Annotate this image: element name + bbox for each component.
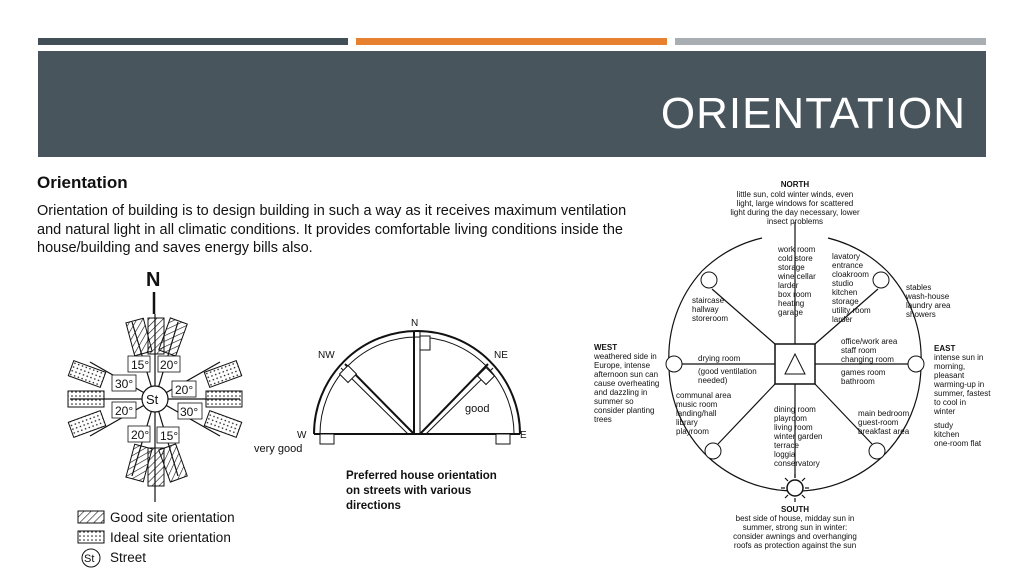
room-e: changing room bbox=[841, 355, 894, 364]
south-text: consider awnings and overhanging bbox=[733, 532, 857, 541]
east-heading: EAST bbox=[934, 344, 956, 353]
room-ne-inner: cloakroom bbox=[832, 270, 869, 279]
north-text: little sun, cold winter winds, even bbox=[736, 190, 854, 199]
room-ne-inner: storage bbox=[832, 297, 859, 306]
west-text: consider planting bbox=[594, 406, 655, 415]
room-nw: hallway bbox=[692, 305, 719, 314]
top-bar-grey bbox=[675, 38, 986, 45]
room-n: work room bbox=[778, 245, 816, 254]
west-text: afternoon sun can bbox=[594, 370, 659, 379]
room-sw: playroom bbox=[676, 427, 709, 436]
west-text: weathered side in bbox=[594, 352, 657, 361]
north-text: insect problems bbox=[766, 217, 824, 226]
north-text: light during the day necessary, lower bbox=[730, 208, 860, 217]
street-orientation-diagram bbox=[50, 262, 260, 572]
angle-label: 30° bbox=[115, 377, 134, 391]
east-text: pleasant bbox=[934, 371, 965, 380]
house-orientation-diagram bbox=[250, 312, 530, 522]
angle-label: 20° bbox=[160, 358, 179, 372]
room-n: box room bbox=[778, 290, 812, 299]
room-ne-inner: utility room bbox=[832, 306, 871, 315]
room-se: guest-room bbox=[858, 418, 899, 427]
body-paragraph: Orientation of building is to design building in such a way as it receives maximum ventilation and natural light in all climatic conditions. It provides comfortable living conditions inside the house/building and saves energy bills also. bbox=[37, 203, 627, 256]
room-n: garage bbox=[778, 308, 803, 317]
room-e: staff room bbox=[841, 346, 877, 355]
room-w: needed) bbox=[698, 376, 728, 385]
ideal-plot bbox=[68, 361, 105, 388]
label-very-good: very good bbox=[254, 443, 303, 455]
room-n: cold store bbox=[778, 254, 813, 263]
north-label: N bbox=[146, 269, 161, 291]
room-nw: staircase bbox=[692, 296, 725, 305]
ideal-plot bbox=[68, 411, 105, 438]
angle-label: 20° bbox=[131, 428, 150, 442]
room-e-lower: kitchen bbox=[934, 430, 960, 439]
room-s: terrace bbox=[774, 441, 799, 450]
room-se: breakfast area bbox=[858, 427, 910, 436]
south-text: roofs as protection against the sun bbox=[733, 541, 857, 550]
label-e: E bbox=[520, 430, 527, 441]
street-center-label: St bbox=[146, 392, 159, 407]
label-good: good bbox=[465, 403, 490, 415]
room-ne: wash-house bbox=[906, 292, 950, 301]
west-text: trees bbox=[594, 415, 612, 424]
room-orientation-diagram bbox=[592, 178, 992, 574]
west-text: cause overheating bbox=[594, 379, 660, 388]
room-e-lower: one-room flat bbox=[934, 439, 982, 448]
room-n: storage bbox=[778, 263, 805, 272]
caption-line: Preferred house orientation bbox=[346, 470, 497, 482]
slide-title: ORIENTATION bbox=[660, 89, 966, 138]
angle-label: 30° bbox=[180, 405, 199, 419]
ideal-plot bbox=[204, 361, 241, 388]
room-e: bathroom bbox=[841, 377, 875, 386]
east-text: warming-up in bbox=[934, 380, 985, 389]
label-n: N bbox=[411, 318, 419, 329]
room-e: games room bbox=[841, 368, 886, 377]
east-text: summer, fastest bbox=[934, 389, 991, 398]
south-text: best side of house, midday sun in bbox=[735, 514, 855, 523]
room-ne-inner: kitchen bbox=[832, 288, 858, 297]
room-w: (good ventilation bbox=[698, 367, 757, 376]
east-text: intense sun in bbox=[934, 353, 984, 362]
south-text: summer, strong sun in winter: bbox=[742, 523, 848, 532]
title-banner bbox=[38, 51, 986, 157]
caption-line: directions bbox=[346, 500, 401, 512]
ideal-plot bbox=[206, 391, 242, 407]
north-text: light, large windows for scattered bbox=[736, 199, 854, 208]
east-text: morning, bbox=[934, 362, 966, 371]
room-e-lower: study bbox=[934, 421, 954, 430]
room-ne: showers bbox=[906, 310, 936, 319]
ideal-plot bbox=[68, 391, 104, 407]
top-bar-dark bbox=[38, 38, 348, 45]
west-text: summer so bbox=[594, 397, 634, 406]
room-ne-inner: larder bbox=[832, 315, 853, 324]
room-s: conservatory bbox=[774, 459, 820, 468]
room-s: loggia bbox=[774, 450, 796, 459]
angle-label: 15° bbox=[131, 358, 150, 372]
room-s: living room bbox=[774, 423, 813, 432]
west-text: and dazzling in bbox=[594, 388, 648, 397]
south-heading: SOUTH bbox=[781, 505, 809, 514]
legend-ideal: Ideal site orientation bbox=[110, 530, 231, 545]
legend-dots-swatch bbox=[78, 531, 104, 543]
room-se: main bedroom bbox=[858, 409, 910, 418]
west-heading: WEST bbox=[594, 343, 618, 352]
north-heading: NORTH bbox=[780, 180, 810, 189]
west-text: Europe, intense bbox=[594, 361, 651, 370]
room-n: heating bbox=[778, 299, 805, 308]
room-ne: stables bbox=[906, 283, 932, 292]
angle-label: 15° bbox=[160, 429, 179, 443]
caption-line: on streets with various bbox=[346, 485, 472, 497]
room-s: dining room bbox=[774, 405, 816, 414]
room-sw: landing/hall bbox=[676, 409, 717, 418]
room-sw: communal area bbox=[676, 391, 732, 400]
angle-label: 20° bbox=[175, 383, 194, 397]
room-e: office/work area bbox=[841, 337, 898, 346]
room-sw: library bbox=[676, 418, 698, 427]
room-ne-inner: entrance bbox=[832, 261, 864, 270]
room-w: drying room bbox=[698, 354, 741, 363]
room-nw: storeroom bbox=[692, 314, 729, 323]
room-sw: music room bbox=[676, 400, 718, 409]
legend-hatch-swatch bbox=[78, 511, 104, 523]
east-text: winter bbox=[934, 407, 956, 416]
angle-label: 20° bbox=[115, 404, 134, 418]
room-ne: laundry area bbox=[906, 301, 951, 310]
label-ne: NE bbox=[494, 350, 508, 361]
room-s: playroom bbox=[774, 414, 807, 423]
legend-street: Street bbox=[110, 550, 147, 565]
room-ne-inner: lavatory bbox=[832, 252, 861, 261]
subheading: Orientation bbox=[37, 173, 128, 192]
top-bar-orange bbox=[356, 38, 667, 45]
ideal-plot bbox=[204, 411, 241, 438]
legend-good: Good site orientation bbox=[110, 510, 235, 525]
room-n: wine cellar bbox=[778, 272, 816, 281]
legend-street-symbol: St bbox=[84, 553, 95, 565]
room-s: winter garden bbox=[774, 432, 823, 441]
room-ne-inner: studio bbox=[832, 279, 854, 288]
east-text: to cool in bbox=[934, 398, 967, 407]
label-nw: NW bbox=[318, 350, 335, 361]
label-w: W bbox=[297, 430, 307, 441]
room-n: larder bbox=[778, 281, 799, 290]
